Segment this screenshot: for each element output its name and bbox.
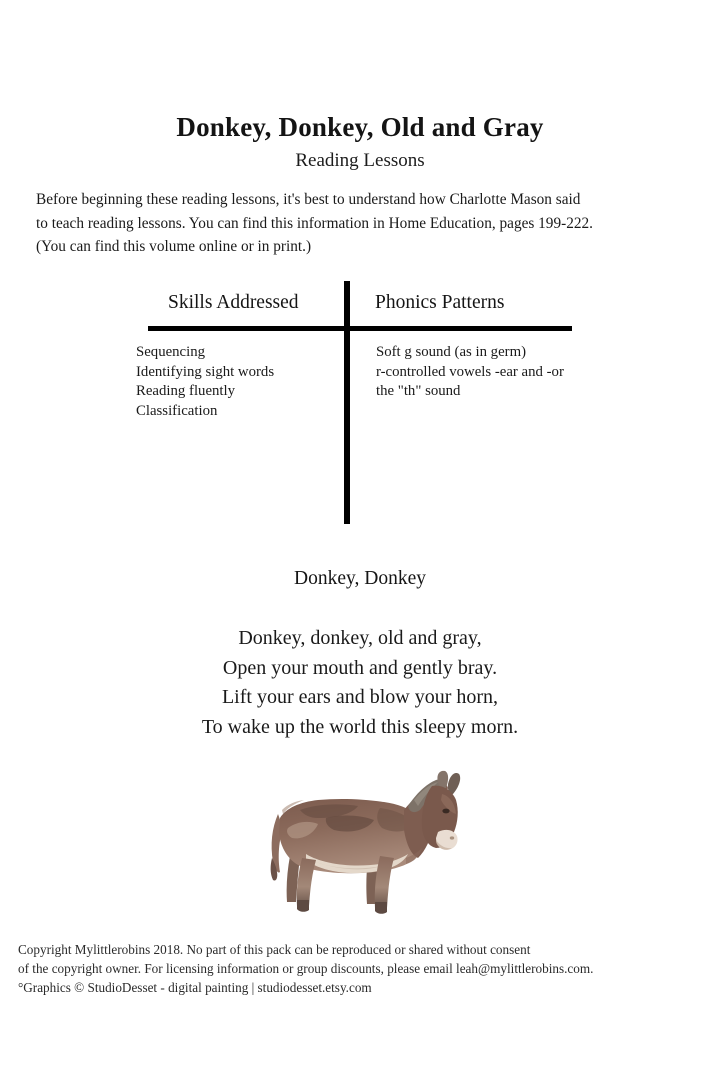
list-item: Reading fluently [136, 383, 236, 400]
footer-line-2: of the copyright owner. For licensing information or group discounts, please email leah@mylittlerobins.com. [18, 961, 594, 976]
donkey-front-hoof [375, 902, 387, 914]
skills-list [136, 343, 336, 421]
donkey-eye [442, 809, 449, 814]
footer-line-3: °Graphics © StudioDesset - digital painting | studiodesset.etsy.com [18, 980, 372, 995]
donkey-hind-hoof [297, 900, 309, 912]
list-item: Classification [136, 402, 218, 419]
phonics-list [376, 343, 636, 402]
page-title: Donkey, Donkey, Old and Gray [176, 112, 544, 142]
poem-line: Donkey, donkey, old and gray, [238, 627, 482, 649]
page-subtitle: Reading Lessons [295, 150, 425, 171]
list-item: the "th" sound [376, 383, 461, 400]
table-vertical-rule [344, 281, 350, 524]
poem-title: Donkey, Donkey [294, 568, 426, 589]
intro-line-2: to teach reading lessons. You can find this information in Home Education, pages 199-222. [36, 214, 593, 232]
list-item: Identifying sight words [136, 363, 275, 380]
donkey-illustration [256, 770, 466, 928]
list-item: Soft g sound (as in germ) [376, 344, 527, 360]
poem-line: Open your mouth and gently bray. [222, 656, 498, 679]
poem-line: Lift your ears and blow your horn, [221, 686, 499, 708]
donkey-nostril [450, 836, 454, 839]
intro-paragraph [36, 188, 696, 259]
footer-line-1: Copyright Mylittlerobins 2018. No part of this pack can be reproduced or shared without consent [18, 942, 531, 957]
table-horizontal-rule [148, 326, 572, 331]
column-header-phonics: Phonics Patterns [375, 292, 505, 313]
column-header-skills: Skills Addressed [168, 292, 299, 313]
copyright-footer [18, 940, 708, 997]
intro-line-1: Before beginning these reading lessons, it's best to understand how Charlotte Mason said [36, 191, 581, 208]
poem-line: To wake up the world this sleepy morn. [201, 715, 519, 738]
poem-body [0, 624, 720, 742]
list-item: r-controlled vowels -ear and -or [376, 363, 564, 380]
donkey-ear-near [448, 773, 460, 794]
list-item: Sequencing [136, 344, 206, 360]
skills-phonics-table [0, 281, 720, 531]
intro-line-3: (You can find this volume online or in print.) [36, 238, 312, 255]
